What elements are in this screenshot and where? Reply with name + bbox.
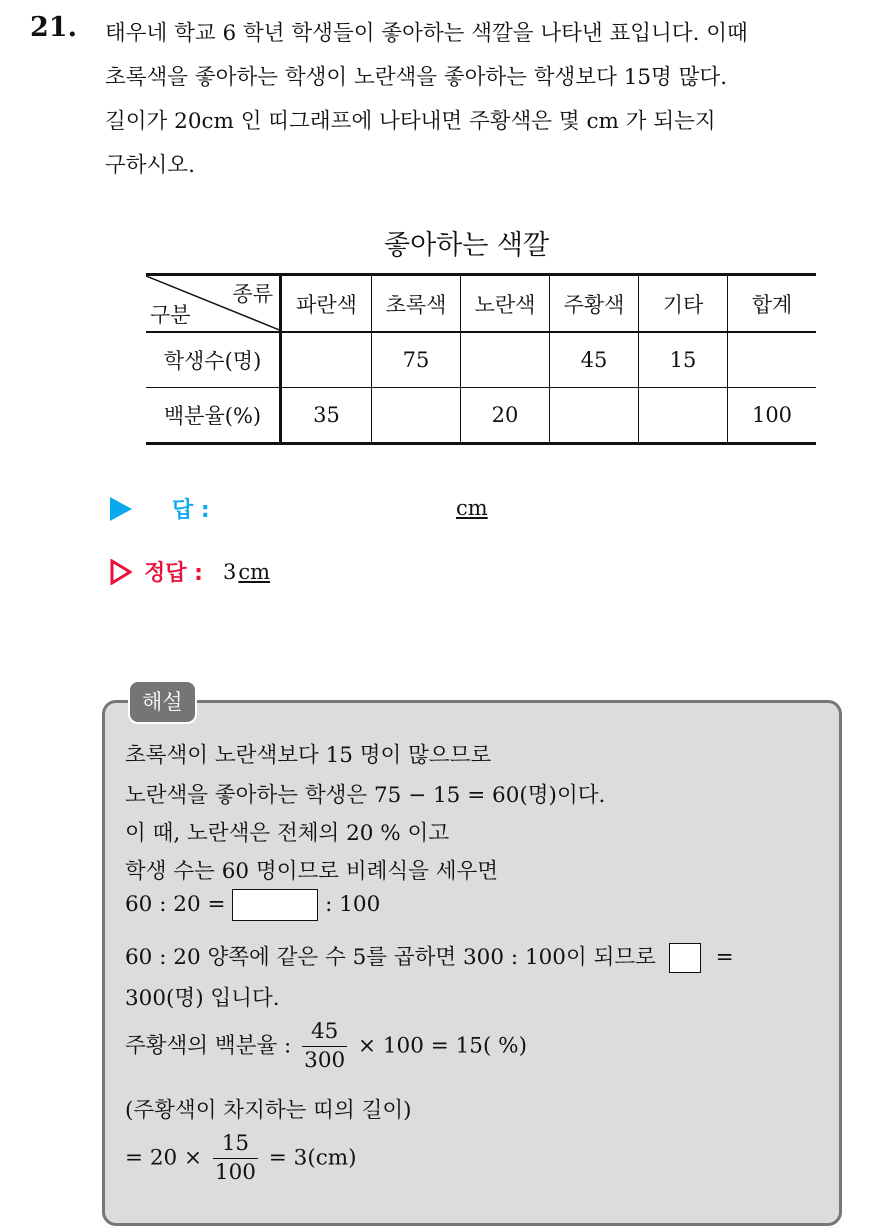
row-label: 학생수(명) <box>146 332 281 388</box>
table-header-row <box>146 275 816 333</box>
fraction-line <box>125 1130 357 1187</box>
answer-label: 답 : <box>172 498 210 523</box>
corner-header-cell <box>146 275 281 333</box>
question-line: 태우네 학교 6 학년 학생들이 좋아하는 색깔을 나타낸 표입니다. 이때 <box>105 21 748 46</box>
proportion-line <box>125 889 380 921</box>
column-header: 초록색 <box>372 275 461 333</box>
fraction-denominator: 100 <box>214 1160 256 1185</box>
color-table <box>146 273 816 445</box>
blank-box <box>232 889 318 921</box>
table-cell <box>550 388 639 444</box>
question-line: 구하시오. <box>105 153 195 178</box>
explanation-line: 학생 수는 60 명이므로 비례식을 세우면 <box>125 859 499 884</box>
column-header: 노란색 <box>461 275 550 333</box>
proportion-left: 60 : 20 = <box>125 892 226 917</box>
explanation-text: = 3(cm) <box>268 1145 357 1171</box>
explanation-line: 300(명) 입니다. <box>125 986 280 1011</box>
table-title: 좋아하는 색깔 <box>384 230 550 261</box>
question-number: 21. <box>30 12 77 43</box>
fraction-denominator: 300 <box>304 1048 346 1073</box>
table-cell: 15 <box>639 332 728 388</box>
corner-top-label: 종류 <box>232 282 273 306</box>
fraction-line <box>125 1018 527 1075</box>
question-text <box>105 12 865 188</box>
explanation-line: 노란색을 좋아하는 학생은 75 − 15 = 60(명)이다. <box>125 783 606 808</box>
explanation-tag: 해설 <box>128 680 197 724</box>
correct-value <box>223 560 270 584</box>
table-row <box>146 388 816 444</box>
explanation-text: 주황색의 백분율 : <box>125 1033 292 1059</box>
question-line: 초록색을 좋아하는 학생이 노란색을 좋아하는 학생보다 15명 많다. <box>105 65 728 90</box>
table-cell <box>461 332 550 388</box>
column-header: 기타 <box>639 275 728 333</box>
table-cell: 20 <box>461 388 550 444</box>
correct-label: 정답 : <box>144 561 203 586</box>
answer-unit: cm <box>456 496 488 520</box>
column-header: 주황색 <box>550 275 639 333</box>
table-cell <box>372 388 461 444</box>
outline-triangle-icon <box>110 559 132 585</box>
answer-row <box>110 493 210 524</box>
table-cell <box>281 332 372 388</box>
row-label: 백분율(%) <box>146 388 281 444</box>
equals-sign: = <box>715 945 734 970</box>
correct-answer-row <box>110 556 270 587</box>
fraction-numerator: 15 <box>213 1130 258 1159</box>
blank-box <box>669 943 701 973</box>
fraction <box>302 1018 347 1075</box>
correct-unit: cm <box>238 559 271 584</box>
fraction-numerator: 45 <box>302 1018 347 1047</box>
table-cell <box>639 388 728 444</box>
explanation-text: 60 : 20 양쪽에 같은 수 5를 곱하면 300 : 100이 되므로 <box>125 945 656 970</box>
explanation-line <box>125 940 734 973</box>
table-row <box>146 332 816 388</box>
explanation-line: 이 때, 노란색은 전체의 20 % 이고 <box>125 821 450 846</box>
table-cell: 75 <box>372 332 461 388</box>
correct-number: 3 <box>222 559 237 584</box>
table-cell <box>728 332 817 388</box>
fraction <box>213 1130 258 1187</box>
table-cell: 35 <box>281 388 372 444</box>
explanation-text: = 20 × <box>125 1145 203 1171</box>
table-cell: 100 <box>751 403 793 427</box>
explanation-line: (주황색이 차지하는 띠의 길이) <box>125 1098 412 1123</box>
explanation-line: 초록색이 노란색보다 15 명이 많으므로 <box>125 743 492 768</box>
proportion-right: : 100 <box>325 892 381 917</box>
question-line: 길이가 20cm 인 띠그래프에 나타내면 주황색은 몇 cm 가 되는지 <box>105 109 716 134</box>
corner-bottom-label: 구분 <box>150 303 191 327</box>
explanation-text: × 100 = 15( %) <box>358 1033 527 1059</box>
column-header: 파란색 <box>281 275 372 333</box>
table-cell: 45 <box>550 332 639 388</box>
column-header: 합계 <box>751 292 793 317</box>
play-triangle-icon <box>110 497 132 521</box>
